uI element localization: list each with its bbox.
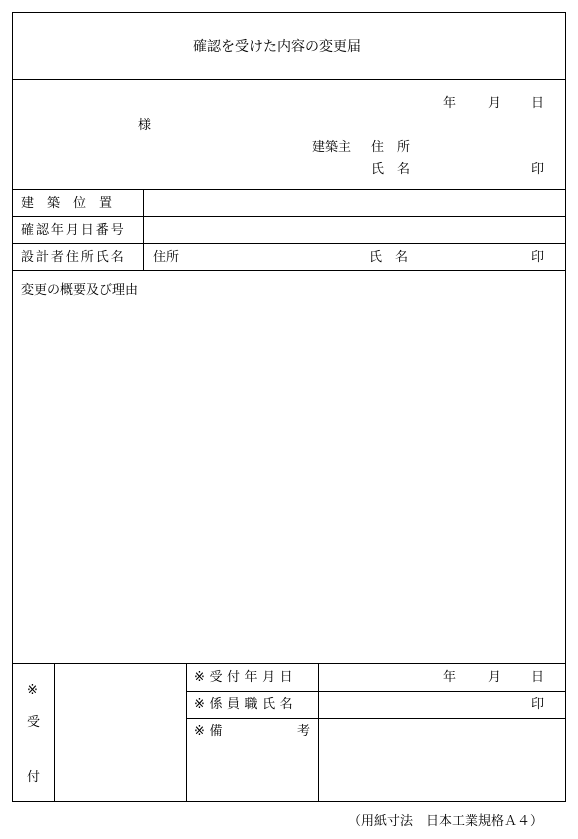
reception-mark: ※: [27, 683, 38, 698]
owner-name-label: 氏 名: [371, 162, 411, 177]
staff-label: ※係員職氏名: [194, 697, 298, 712]
remarks-label-1: ※備: [194, 724, 227, 739]
reception-year: 年: [443, 670, 457, 685]
header-day: 日: [531, 96, 545, 111]
rule-title-bottom: [12, 79, 566, 80]
owner-address-label: 住 所: [371, 140, 411, 155]
rule-reception-stamp-column: [186, 663, 187, 802]
header-month: 月: [488, 96, 502, 111]
designer-name-label: 氏 名: [369, 250, 409, 265]
rule-reception-date-bottom: [186, 691, 566, 692]
reception-day: 日: [531, 670, 545, 685]
reception-month: 月: [488, 670, 502, 685]
addressee-suffix: 様: [138, 118, 152, 133]
header-year: 年: [443, 96, 457, 111]
designer-seal: 印: [531, 250, 545, 265]
paper-size-note: （用紙寸法 日本工業規格Ａ４）: [348, 814, 544, 829]
staff-seal: 印: [531, 697, 545, 712]
summary-label: 変更の概要及び理由: [21, 283, 139, 298]
designer-label: 設計者住所氏名: [21, 250, 126, 265]
rule-summary-bottom: [12, 663, 566, 664]
rule-header-bottom: [12, 189, 566, 190]
rule-staff-bottom: [186, 718, 566, 719]
owner-seal: 印: [531, 162, 545, 177]
rule-confirmation-bottom: [12, 243, 566, 244]
location-label: 建 築 位 置: [21, 196, 113, 211]
remarks-label-2: 考: [297, 724, 311, 739]
rule-reception-value-column: [318, 663, 319, 802]
confirmation-label: 確認年月日番号: [21, 223, 126, 238]
rule-designer-bottom: [12, 270, 566, 271]
reception-date-label: ※受付年月日: [194, 670, 298, 685]
reception-char-2: 付: [27, 770, 41, 785]
form-title: 確認を受けた内容の変更届: [193, 39, 361, 55]
reception-char-1: 受: [27, 715, 41, 730]
designer-address-label: 住所: [153, 250, 180, 265]
rule-reception-mark-column: [54, 663, 55, 802]
owner-label: 建築主: [312, 140, 352, 155]
rule-label-column: [143, 189, 144, 270]
rule-location-bottom: [12, 216, 566, 217]
